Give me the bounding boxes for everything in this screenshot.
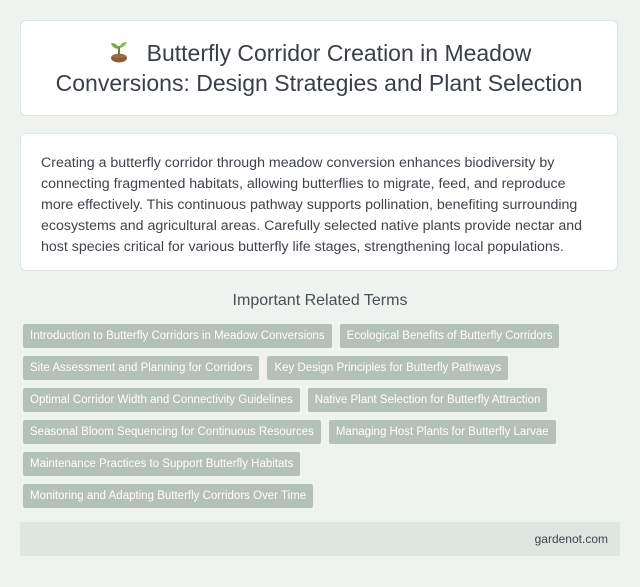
footer xyxy=(20,522,620,556)
intro-text: Creating a butterfly corridor through meadow conversion enhances biodiversity by connecting fragmented habitats, allowing butterflies to migrate, feed, and reproduce more effectively. This continuous pathway supports pollination, benefiting surrounding ecosystems and agricultural areas. Carefully selected native plants provide nectar and host species critical for various butterfly life stages, strengthening local populations. xyxy=(41,155,582,255)
related-term-tag[interactable]: Ecological Benefits of Butterfly Corridors xyxy=(340,324,560,348)
tag-row xyxy=(23,484,623,508)
related-term-tag[interactable]: Monitoring and Adapting Butterfly Corridors Over Time xyxy=(23,484,313,508)
tag-row xyxy=(23,420,623,444)
tag-row xyxy=(23,356,623,380)
related-term-tag[interactable]: Native Plant Selection for Butterfly Attraction xyxy=(308,388,548,412)
related-term-tag[interactable]: Maintenance Practices to Support Butterfly Habitats xyxy=(23,452,300,476)
related-term-tag[interactable]: Key Design Principles for Butterfly Pathways xyxy=(267,356,508,380)
related-term-tag[interactable]: Seasonal Bloom Sequencing for Continuous Resources xyxy=(23,420,321,444)
title-card xyxy=(20,20,618,116)
tag-row xyxy=(23,324,623,348)
intro-card xyxy=(20,133,618,271)
related-terms-heading: Important Related Terms xyxy=(232,292,408,309)
tag-row xyxy=(23,452,623,476)
related-term-tag[interactable]: Site Assessment and Planning for Corridors xyxy=(23,356,259,380)
related-term-tag[interactable]: Optimal Corridor Width and Connectivity Guidelines xyxy=(23,388,300,412)
footer-site-link[interactable]: gardenot.com xyxy=(534,532,608,546)
related-term-tag[interactable]: Introduction to Butterfly Corridors in Meadow Conversions xyxy=(23,324,332,348)
page-title xyxy=(21,38,617,98)
related-term-tag[interactable]: Managing Host Plants for Butterfly Larvae xyxy=(329,420,556,444)
related-terms-list xyxy=(23,324,623,516)
page-title-text: Butterfly Corridor Creation in Meadow Conversions: Design Strategies and Plant Selection xyxy=(55,40,583,96)
tag-row xyxy=(23,388,623,412)
sprout-icon xyxy=(107,41,131,63)
